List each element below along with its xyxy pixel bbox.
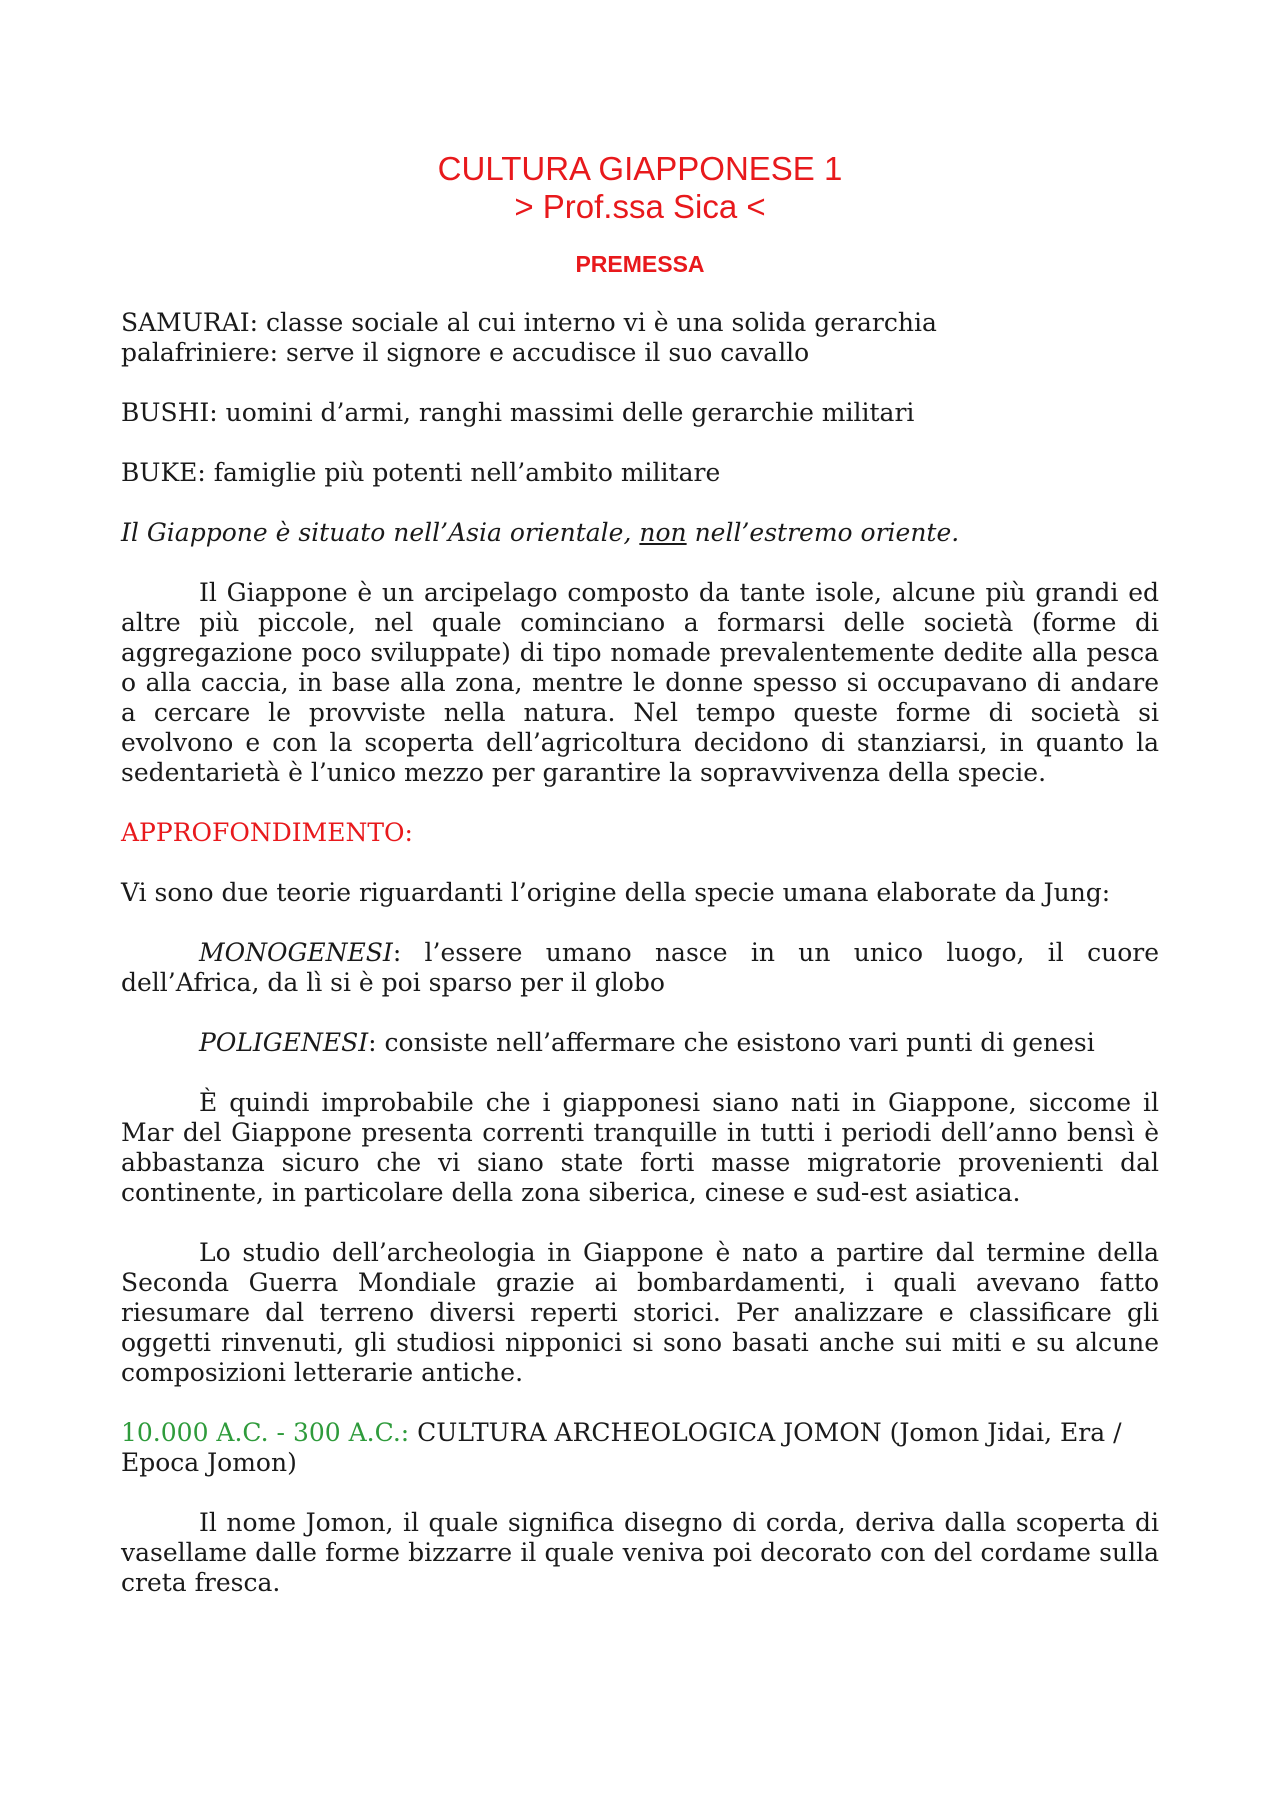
definition-block-samurai — [121, 308, 1159, 368]
paragraph-archipelago: Il Giappone è un arcipelago composto da tante isole, alcune più grandi ed altre più piccole, nel quale cominciano a formarsi delle società (forme di aggregazione poco sviluppate) di tipo nomade prevalentemente dedite alla pesca o alla caccia, in base alla zona, mentre le donne spesso si occupavano di andare a cercare le provviste nella natura. Nel tempo queste forme di società si evolvono e con la scoperta dell’agricoltura decidono di stanziarsi, in quanto la sedentarietà è l’unico mezzo per garantire la sopravvivenza della specie. — [121, 578, 1159, 787]
definition-palafriniere: palafriniere: serve il signore e accudisce il suo cavallo — [121, 338, 810, 367]
professor-name: > Prof.ssa Sica < — [514, 188, 766, 225]
course-title: CULTURA GIAPPONESE 1 — [437, 150, 843, 187]
monogenesi-text: : l’essere umano nasce in un unico luogo, il cuore dell’Africa, da lì si è poi sparso per il globo — [121, 938, 1159, 997]
paragraph-archaeology: Lo studio dell’archeologia in Giappone è nato a partire dal termine della Seconda Guerra Mondiale grazie ai bombardamenti, i quali avevano fatto riesumare dal terreno diversi reperti storici. Per analizzare e classificare gli oggetti rinvenuti, gli studiosi nipponici si sono basati anche sui miti e su alcune composizioni letterarie antiche. — [121, 1238, 1159, 1387]
jomon-date-range: 10.000 A.C. - 300 A.C.: — [121, 1418, 410, 1447]
poligenesi-text: : consiste nell’affermare che esistono vari punti di genesi — [368, 1028, 1095, 1057]
approfondimento-heading: APPROFONDIMENTO: — [121, 818, 413, 847]
theory-monogenesi — [121, 938, 1159, 998]
definition-bushi: BUSHI: uomini d’armi, ranghi massimi delle gerarchie militari — [121, 398, 915, 427]
theory-poligenesi — [121, 1028, 1159, 1058]
geography-note-after: nell’estremo oriente. — [686, 518, 960, 547]
definition-buke: BUKE: famiglie più potenti nell’ambito militare — [121, 458, 721, 487]
jomon-title: CULTURA ARCHEOLOGICA JOMON (Jomon Jidai, Era / Epoca Jomon) — [121, 1418, 1122, 1477]
geography-note-before: Il Giappone è situato nell’Asia orientale, — [121, 518, 640, 547]
poligenesi-term: POLIGENESI — [199, 1028, 369, 1057]
paragraph-migration: È quindi improbabile che i giapponesi siano nati in Giappone, siccome il Mar del Giappone presenta correnti tranquille in tutti i periodi dell’anno bensì è abbastanza sicuro che vi siano state forti masse migratorie provenienti dal continente, in particolare della zona siberica, cinese e sud-est asiatica. — [121, 1088, 1159, 1207]
theories-intro: Vi sono due teorie riguardanti l’origine della specie umana elaborate da Jung: — [121, 878, 1111, 907]
document-title — [121, 150, 1159, 226]
monogenesi-term: MONOGENESI — [199, 938, 393, 967]
geography-note-underlined: non — [639, 518, 687, 547]
section-heading-premessa: PREMESSA — [575, 251, 705, 277]
paragraph-jomon: Il nome Jomon, il quale significa disegno di corda, deriva dalla scoperta di vasellame dalle forme bizzarre il quale veniva poi decorato con del cordame sulla creta fresca. — [121, 1508, 1159, 1597]
geography-note — [121, 518, 1159, 548]
definition-samurai: SAMURAI: classe sociale al cui interno vi è una solida gerarchia — [121, 308, 937, 337]
jomon-heading — [121, 1418, 1159, 1478]
